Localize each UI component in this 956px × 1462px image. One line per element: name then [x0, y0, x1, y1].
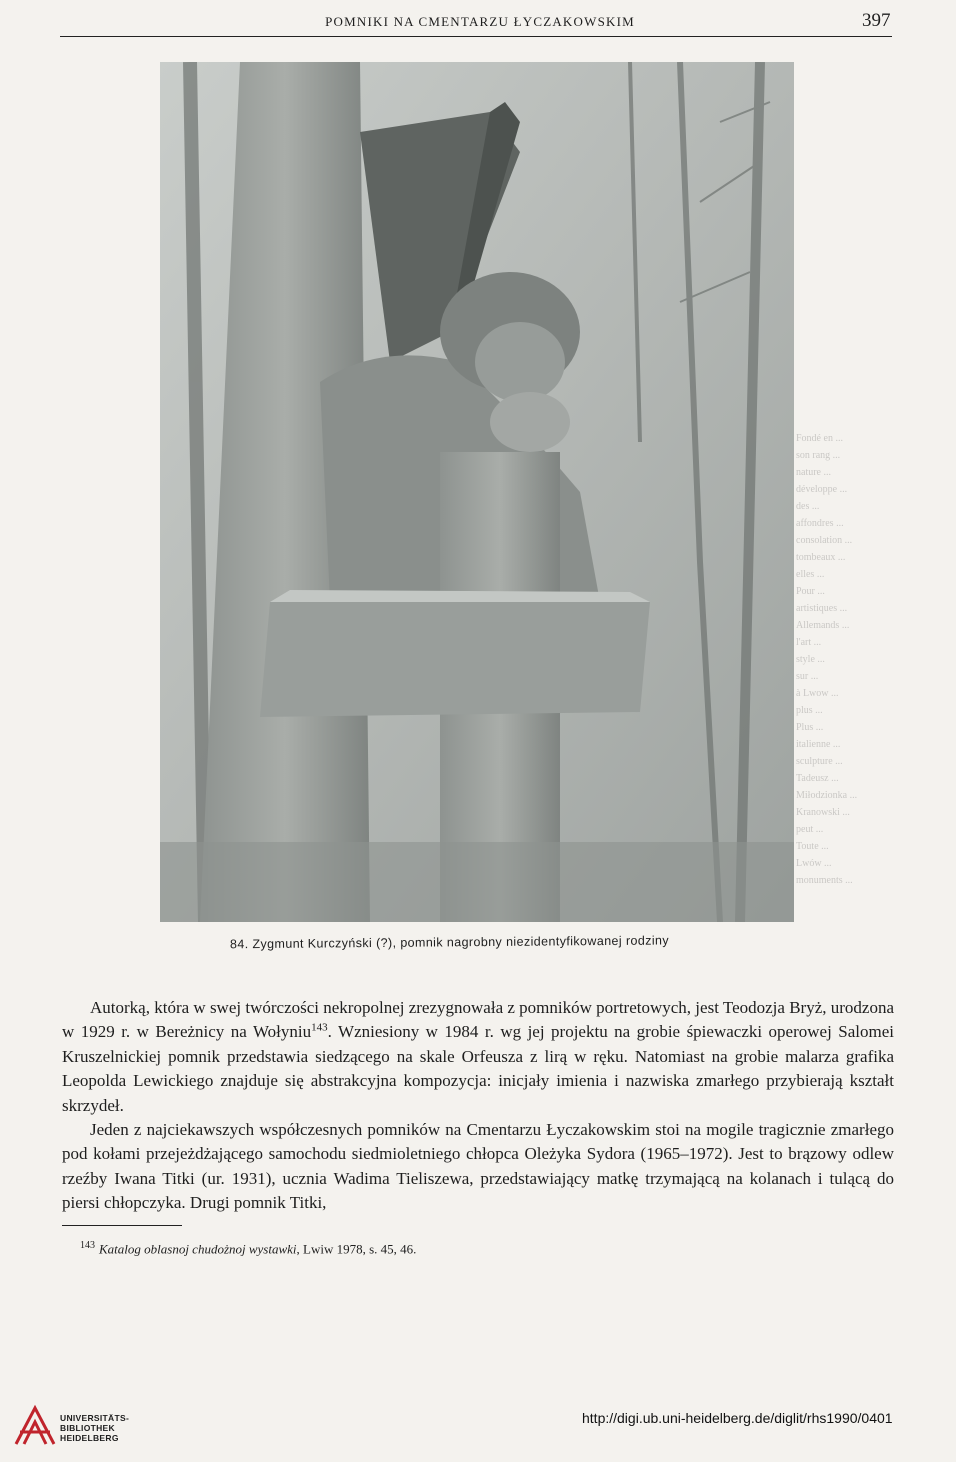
paragraph-text: Autorką, która w swej twórczości nekropolnej zrezygnowała z pomników portretowych, jest Teodozja Bryż, urodzona w 1929 r. w Bereżnicy na Wołyniu: [62, 998, 894, 1042]
header-rule: [60, 36, 892, 37]
footnote-rest: , Lwiw 1978, s. 45, 46.: [296, 1241, 417, 1257]
library-name-line: UNIVERSITÄTS-: [60, 1413, 130, 1423]
library-name-line: HEIDELBERG: [60, 1433, 119, 1443]
footnote: [80, 1240, 840, 1257]
angel-tombstone-photo: [160, 62, 794, 922]
bleed-through-text: Fondé en ... son rang ... nature ... développe ... des ... affondres ... consolation ... tombeaux ... elles ... Pour ... artistiques ... Allemands ... l'art ... style ... sur ... à Lwow ... plus ... Plus ... italienne ... sculpture ... Tadeusz ... Miłodzionka ... Kranowski ... peut ... Toute ... Lwów ... monuments ...: [796, 433, 858, 886]
footnote-number: 143: [80, 1240, 95, 1251]
source-url[interactable]: http://digi.ub.uni-heidelberg.de/diglit/rhs1990/0401: [582, 1410, 893, 1426]
running-title: POMNIKI NA CMENTARZU ŁYCZAKOWSKIM: [325, 14, 635, 29]
library-name-line: BIBLIOTHEK: [60, 1423, 115, 1433]
paragraph: [62, 996, 894, 1118]
figure-caption: 84. Zygmunt Kurczyński (?), pomnik nagrobny niezidentyfikowanej rodziny: [229, 933, 670, 952]
figure-photograph: [160, 62, 794, 922]
library-name: [60, 1413, 129, 1443]
footnote-title: Katalog oblasnoj chudożnoj wystawki: [99, 1241, 297, 1257]
body-text: [62, 996, 894, 1216]
page-number: 397: [862, 10, 891, 31]
footnote-reference: 143: [311, 1021, 328, 1034]
paragraph-text: . Wzniesiony w 1984 r. wg jej projektu na grobie śpiewaczki operowej Salomei Kruszelnickiej pomnik przedstawia siedzącego na skale Orfeusza z lirą w ręku. Natomiast na grobie malarza grafika Leopolda Lewickiego znajduje się abstrakcyjna kompozycja: inicjały imienia i nazwiska zmarłego przybierają kształt skrzydeł.: [62, 1022, 894, 1115]
university-library-logo-icon: [12, 1402, 58, 1448]
footnote-rule: [62, 1225, 182, 1226]
paragraph: Jeden z najciekawszych współczesnych pomników na Cmentarzu Łyczakowskim stoi na mogile tragicznie zmarłego pod kołami przejeżdżającego samochodu siedmioletniego chłopca Oleżyka Sydora (1965–1972). Jest to brązowy odlew rzeźby Iwana Titki (ur. 1931), ucznia Wadima Tieliszewa, przedstawiający matkę trzymającą na kolanach i tulącą do piersi chłopczyka. Drugi pomnik Titki,: [62, 1120, 894, 1213]
